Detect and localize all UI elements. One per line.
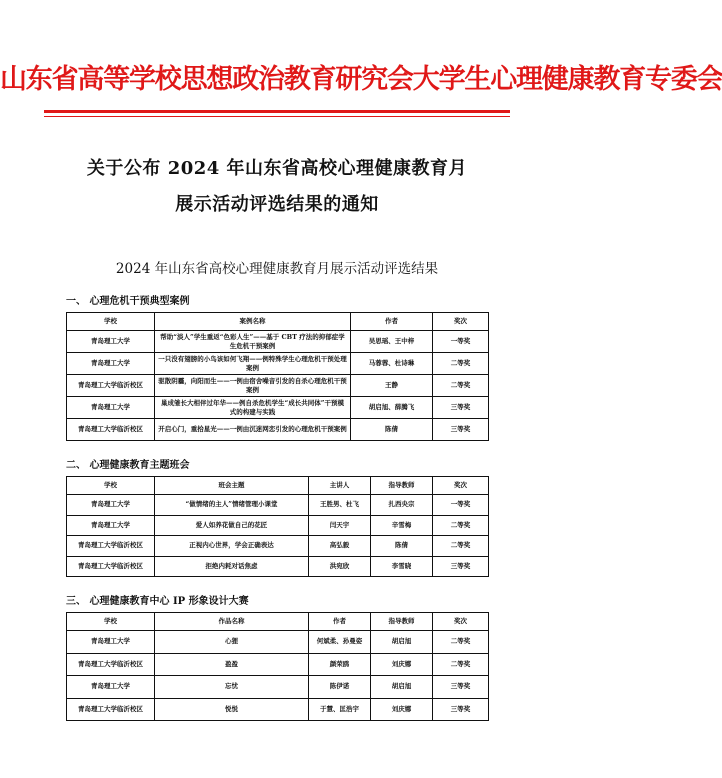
- column-header-speaker: 主讲人: [309, 477, 371, 495]
- section-heading-class-meetings: 二、 心理健康教育主题班会: [66, 460, 190, 471]
- cell-award: 二等奖: [433, 375, 489, 397]
- cell-author: 颜荣鸥: [309, 653, 371, 676]
- cell-award: 二等奖: [433, 353, 489, 375]
- cell-theme: 爱人如养花做自己的花匠: [155, 515, 309, 536]
- table-header-row: [67, 613, 489, 631]
- cell-author: 吴思瑶、王中梓: [351, 331, 433, 353]
- cell-award: 三等奖: [433, 676, 489, 699]
- class-meetings-table: [66, 476, 489, 577]
- cell-work-name: 盈盈: [155, 653, 309, 676]
- cell-award: 三等奖: [433, 397, 489, 419]
- table-header-row: [67, 313, 489, 331]
- table-row: [67, 331, 489, 353]
- column-header-award: 奖次: [433, 477, 489, 495]
- cell-case-name: 驱散阴霾，向阳而生——一例由宿舍噪音引发的自杀心理危机干预案例: [155, 375, 351, 397]
- cell-theme: 拒绝内耗对话焦虑: [155, 556, 309, 577]
- cell-school: 青岛理工大学临沂校区: [67, 375, 155, 397]
- cell-author: 胡启旭、薛腾飞: [351, 397, 433, 419]
- column-header-case-name: 案例名称: [155, 313, 351, 331]
- crisis-cases-table: [66, 312, 489, 441]
- cell-advisor: 胡启旭: [371, 676, 433, 699]
- cell-school: 青岛理工大学临沂校区: [67, 653, 155, 676]
- cell-speaker: 王胜男、杜飞: [309, 495, 371, 516]
- cell-school: 青岛理工大学: [67, 397, 155, 419]
- column-header-advisor: 指导教师: [371, 477, 433, 495]
- cell-speaker: 高弘毅: [309, 536, 371, 557]
- results-title: 2024 年山东省高校心理健康教育月展示活动评选结果: [115, 261, 439, 277]
- column-header-school: 学校: [67, 477, 155, 495]
- table-row: [67, 631, 489, 654]
- table-row: [67, 698, 489, 721]
- cell-award: 三等奖: [433, 419, 489, 441]
- cell-author: 于慧、匡浩宇: [309, 698, 371, 721]
- cell-school: 青岛理工大学临沂校区: [67, 556, 155, 577]
- cell-advisor: 刘庆娜: [371, 653, 433, 676]
- notice-title-line-2: 展示活动评选结果的通知: [175, 194, 379, 215]
- cell-work-name: 悦悦: [155, 698, 309, 721]
- table-row: [67, 397, 489, 419]
- table-row: [67, 495, 489, 516]
- cell-work-name: 忘忧: [155, 676, 309, 699]
- column-header-theme: 班会主题: [155, 477, 309, 495]
- cell-school: 青岛理工大学: [67, 331, 155, 353]
- table-header-row: [67, 477, 489, 495]
- column-header-school: 学校: [67, 313, 155, 331]
- cell-speaker: 闫天宇: [309, 515, 371, 536]
- table-row: [67, 375, 489, 397]
- cell-school: 青岛理工大学: [67, 515, 155, 536]
- cell-theme: 正视内心世界，学会正确表达: [155, 536, 309, 557]
- cell-case-name: 一只没有翅膀的小鸟该如何飞翔——例特殊学生心理危机干预处理案例: [155, 353, 351, 375]
- table-row: [67, 556, 489, 577]
- cell-theme: “做情绪的主人”情绪管理小课堂: [155, 495, 309, 516]
- table-row: [67, 353, 489, 375]
- cell-author: 王静: [351, 375, 433, 397]
- table-row: [67, 536, 489, 557]
- cell-case-name: 帮助“淡人”学生重返“色彩人生”——基于 CBT 疗法的抑郁症学生危机干预案例: [155, 331, 351, 353]
- cell-award: 二等奖: [433, 515, 489, 536]
- cell-award: 三等奖: [433, 698, 489, 721]
- header-rule-thick: [44, 110, 510, 113]
- cell-author: 何斌柔、孙曼姿: [309, 631, 371, 654]
- column-header-author: 作者: [309, 613, 371, 631]
- cell-school: 青岛理工大学: [67, 353, 155, 375]
- cell-award: 一等奖: [433, 331, 489, 353]
- cell-award: 二等奖: [433, 653, 489, 676]
- section-heading-crisis-cases: 一、 心理危机干预典型案例: [66, 296, 190, 307]
- cell-school: 青岛理工大学: [67, 676, 155, 699]
- cell-case-name: 开启心门，重拾星光——一例由沉迷网恋引发的心理危机干预案例: [155, 419, 351, 441]
- cell-author: 马蓉蓉、杜诗琳: [351, 353, 433, 375]
- cell-author: 陈倩: [351, 419, 433, 441]
- cell-school: 青岛理工大学: [67, 631, 155, 654]
- cell-award: 二等奖: [433, 536, 489, 557]
- cell-award: 二等奖: [433, 631, 489, 654]
- table-row: [67, 653, 489, 676]
- column-header-award: 奖次: [433, 613, 489, 631]
- table-row: [67, 515, 489, 536]
- cell-case-name: 巢成雏长大相伴过年华——例自杀危机学生“成长共同体”干预模式的构建与实践: [155, 397, 351, 419]
- column-header-advisor: 指导教师: [371, 613, 433, 631]
- cell-school: 青岛理工大学: [67, 495, 155, 516]
- section-heading-ip-design: 三、 心理健康教育中心 IP 形象设计大赛: [66, 596, 249, 607]
- ip-design-table: [66, 612, 489, 721]
- column-header-author: 作者: [351, 313, 433, 331]
- cell-school: 青岛理工大学临沂校区: [67, 419, 155, 441]
- table-row: [67, 676, 489, 699]
- cell-advisor: 李雪晓: [371, 556, 433, 577]
- cell-work-name: 心狸: [155, 631, 309, 654]
- cell-advisor: 陈倩: [371, 536, 433, 557]
- header-rule-thin: [44, 116, 510, 117]
- cell-award: 一等奖: [433, 495, 489, 516]
- cell-advisor: 胡启旭: [371, 631, 433, 654]
- cell-speaker: 洪宛欣: [309, 556, 371, 577]
- column-header-work-name: 作品名称: [155, 613, 309, 631]
- cell-author: 陈伊诺: [309, 676, 371, 699]
- cell-advisor: 刘庆娜: [371, 698, 433, 721]
- cell-school: 青岛理工大学临沂校区: [67, 536, 155, 557]
- notice-title-line-1: 关于公布 2024 年山东省高校心理健康教育月: [86, 158, 468, 179]
- cell-school: 青岛理工大学临沂校区: [67, 698, 155, 721]
- organization-header: 山东省高等学校思想政治教育研究会大学生心理健康教育专委会: [0, 64, 722, 95]
- column-header-award: 奖次: [433, 313, 489, 331]
- cell-advisor: 辛雪梅: [371, 515, 433, 536]
- cell-award: 三等奖: [433, 556, 489, 577]
- table-row: [67, 419, 489, 441]
- column-header-school: 学校: [67, 613, 155, 631]
- cell-advisor: 扎西央宗: [371, 495, 433, 516]
